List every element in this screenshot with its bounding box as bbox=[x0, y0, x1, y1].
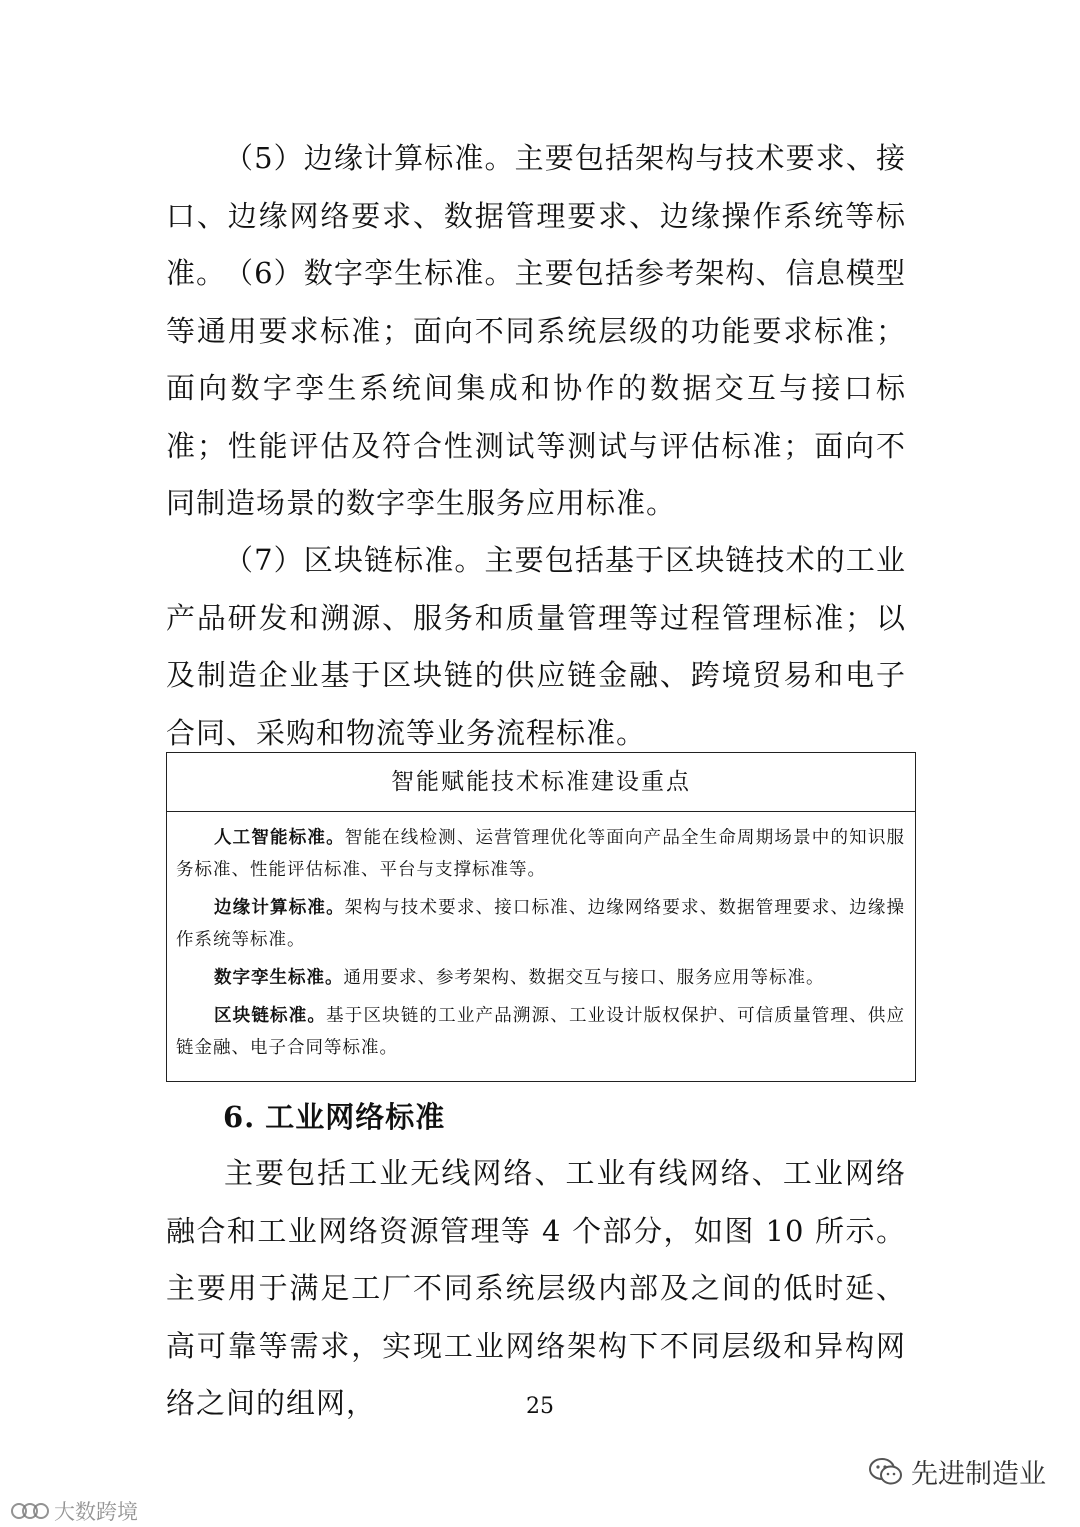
paragraph-digital-twin: （6）数字孪生标准。主要包括参考架构、信息模型等通用要求标准；面向不同系统层级的功能要求标准；面向数字孪生系统间集成和协作的数据交互与接口标准；性能评估及符合性测试等测试与评估标准；面向不同制造场景的数字孪生服务应用标准。 bbox=[166, 256, 906, 520]
box-body bbox=[167, 812, 915, 1064]
box-item-text: 通用要求、参考架构、数据交互与接口、服务应用等标准。 bbox=[343, 968, 825, 988]
box-title: 智能赋能技术标准建设重点 bbox=[167, 753, 915, 812]
box-item-text: 架构与技术要求、接口标准、边缘网络要求、数据管理要求、边缘操作系统等标准。 bbox=[176, 898, 905, 950]
box-item-text: 基于区块链的工业产品溯源、工业设计版权保护、可信质量管理、供应链金融、电子合同等标准。 bbox=[176, 1006, 906, 1058]
key-points-box bbox=[166, 752, 916, 1082]
section-heading bbox=[223, 1092, 445, 1142]
section-title: 工业网络标准 bbox=[265, 1100, 446, 1134]
wechat-icon bbox=[869, 1457, 903, 1487]
section-number: 6. bbox=[223, 1100, 256, 1134]
page-number: 25 bbox=[526, 1394, 554, 1419]
box-item-term: 数字孪生标准。 bbox=[214, 968, 344, 988]
box-item-term: 人工智能标准。 bbox=[214, 828, 345, 848]
watermark-right-text: 先进制造业 bbox=[911, 1459, 1046, 1490]
brand-logo-icon bbox=[10, 1500, 50, 1522]
box-item-digital-twin bbox=[176, 962, 905, 994]
box-item-term: 边缘计算标准。 bbox=[214, 898, 345, 918]
watermark-source bbox=[10, 1496, 138, 1526]
box-item-text: 智能在线检测、运营管理优化等面向产品全生命周期场景中的知识服务标准、性能评估标准、平台与支撑标准等。 bbox=[176, 828, 905, 880]
paragraph-blockchain: （7）区块链标准。主要包括基于区块链技术的工业产品研发和溯源、服务和质量管理等过程管理标准；以及制造企业基于区块链的供应链金融、跨境贸易和电子合同、采购和物流等业务流程标准。 bbox=[166, 543, 906, 750]
watermark-left-text: 大数跨境 bbox=[54, 1500, 138, 1524]
watermark-wechat bbox=[869, 1452, 1046, 1491]
paragraph-edge-computing: （5）边缘计算标准。主要包括架构与技术要求、接口、边缘网络要求、数据管理要求、边缘操作系统等标准。 bbox=[166, 141, 906, 290]
box-item-ai bbox=[176, 822, 905, 886]
section-body: 主要包括工业无线网络、工业有线网络、工业网络融合和工业网络资源管理等 4 个部分，如图 10 所示。主要用于满足工厂不同系统层级内部及之间的低时延、高可靠等需求，实现工业网络架构下不同层级和异构网络之间的组网， bbox=[166, 1156, 906, 1420]
box-item-edge-computing bbox=[176, 892, 905, 956]
box-item-blockchain bbox=[176, 1000, 905, 1064]
box-item-term: 区块链标准。 bbox=[214, 1006, 327, 1026]
